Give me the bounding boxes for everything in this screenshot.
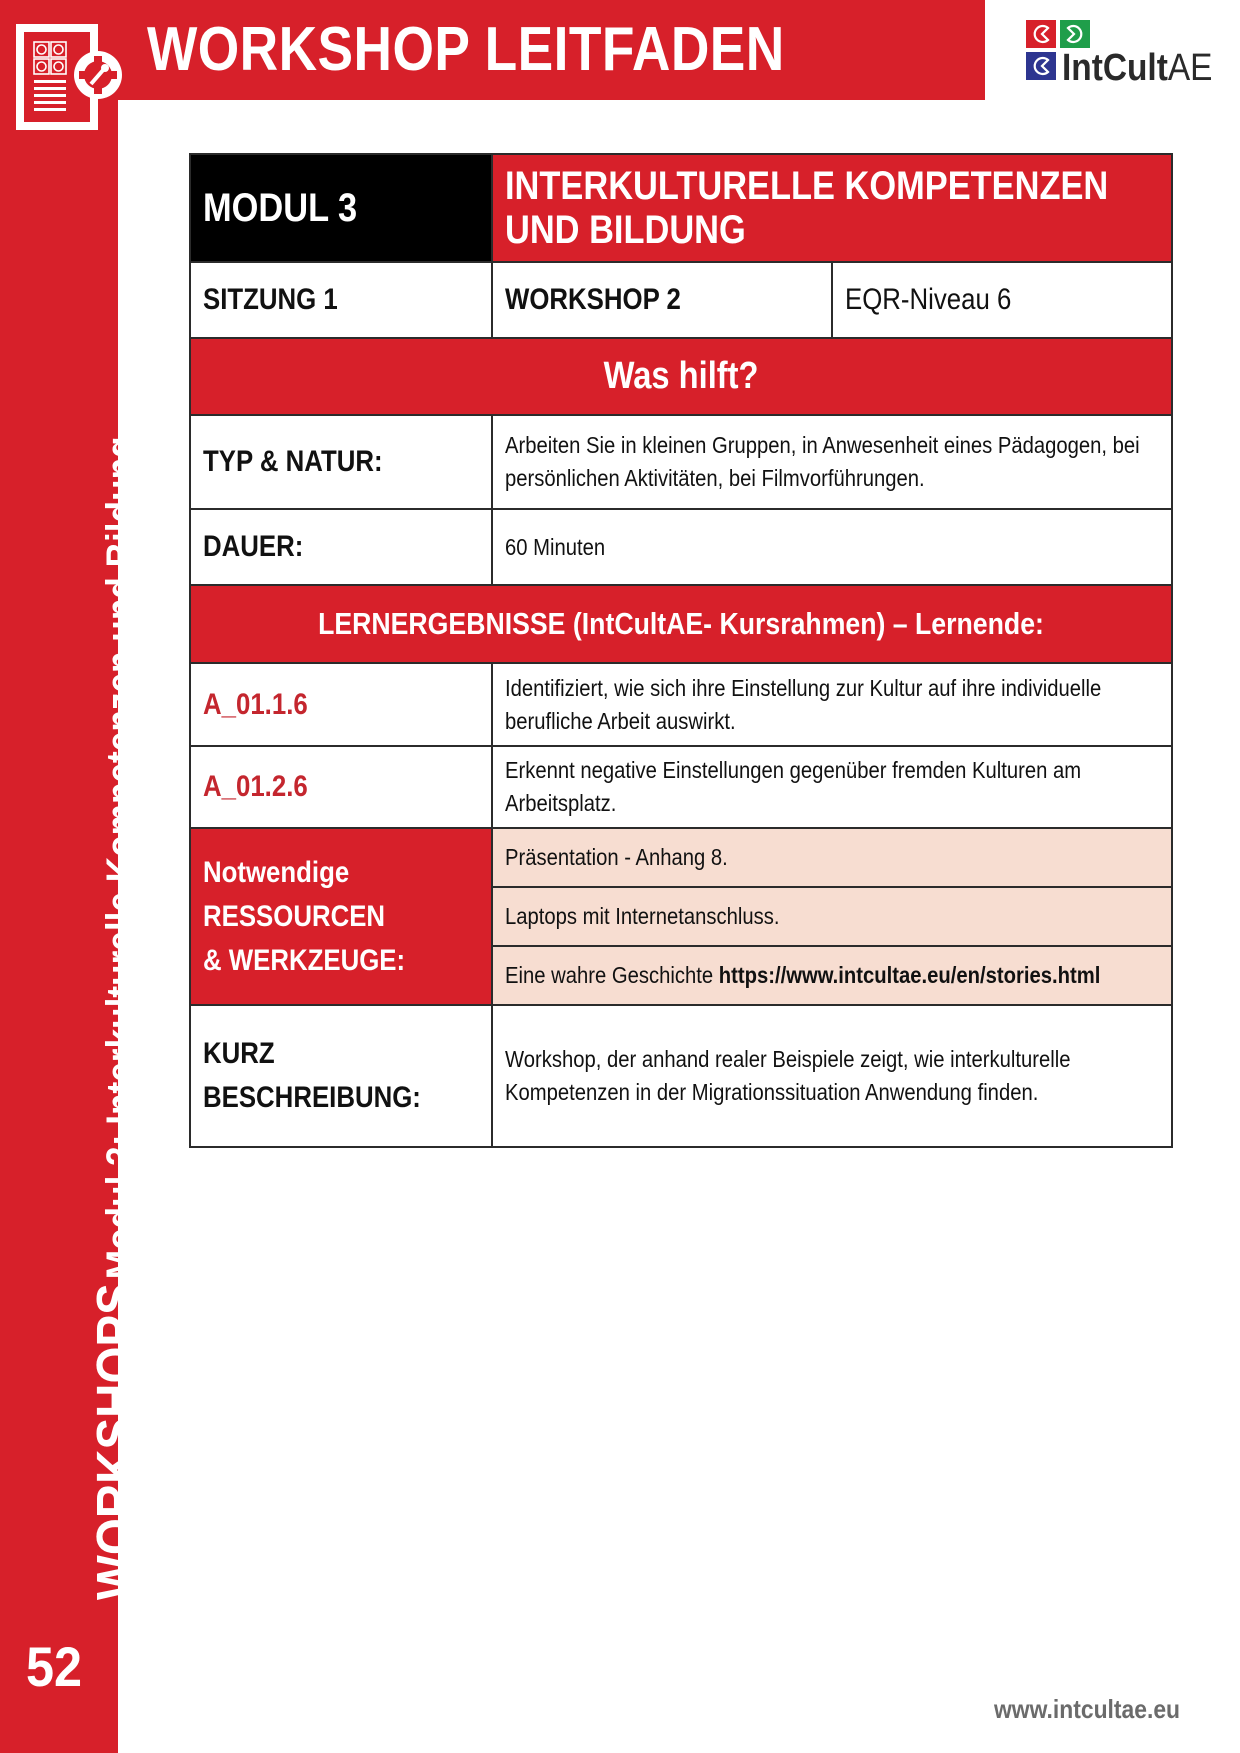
module-title-cell	[492, 154, 1172, 262]
outcomes-title-row	[190, 585, 1172, 663]
outcome-code: A_01.2.6	[203, 770, 308, 803]
outcome-text: Erkennt negative Einstellungen gegenüber fremden Kulturen am Arbeitsplatz.	[505, 757, 1082, 816]
resource-line	[505, 959, 1155, 992]
module-row	[190, 154, 1172, 262]
eqr-level: EQR-Niveau 6	[845, 283, 1012, 316]
sidebar-title-workshops: WORKSHOPS	[86, 1283, 146, 1600]
session-label: SITZUNG 1	[203, 283, 338, 316]
resources-label-line1: Notwendige	[203, 855, 350, 889]
resources-label-line3: & WERKZEUGE:	[203, 943, 406, 977]
logo-text-bold: IntCult	[1062, 47, 1168, 89]
resources-label-line2: RESSOURCEN	[203, 899, 386, 933]
session-cell	[190, 262, 492, 338]
duration-row	[190, 509, 1172, 585]
outcomes-title-cell	[190, 585, 1172, 663]
resource-item	[492, 828, 1172, 887]
outcome-text-cell	[492, 663, 1172, 746]
outcome-row	[190, 746, 1172, 828]
module-title-line2: UND BILDUNG	[505, 208, 746, 252]
duration-text: 60 Minuten	[505, 533, 606, 560]
duration-label-cell	[190, 509, 492, 585]
outcomes-title: LERNERGEBNISSE (IntCultAE- Kursrahmen) – Lernende:	[318, 606, 1044, 641]
page-header-title: WORKSHOP LEITFADEN	[147, 15, 785, 84]
sidebar-vertical-title	[86, 200, 146, 1600]
resources-label-cell	[190, 828, 492, 1005]
logo-text	[1062, 48, 1212, 88]
type-text: Arbeiten Sie in kleinen Gruppen, in Anwesenheit eines Pädagogen, bei persönlichen Aktivitäten, bei Filmvorführungen.	[505, 432, 1140, 491]
description-text: Workshop, der anhand realer Beispiele zeigt, wie interkulturelle Kompetenzen in der Migrationssituation Anwendung finden.	[505, 1046, 1071, 1105]
type-text-cell	[492, 415, 1172, 509]
module-title-line1: INTERKULTURELLE KOMPETENZEN	[505, 164, 1109, 208]
resource-item	[492, 946, 1172, 1005]
description-row	[190, 1005, 1172, 1147]
resource-text: Laptops mit Internetanschluss.	[505, 903, 780, 929]
workshop-cell	[492, 262, 832, 338]
outcome-text: Identifiziert, wie sich ihre Einstellung zur Kultur auf ihre individuelle berufliche Arbeit auswirkt.	[505, 674, 1102, 734]
module-label: MODUL 3	[203, 186, 358, 230]
footer-url[interactable]: www.intcultae.eu	[994, 1694, 1181, 1724]
sidebar-title-module: Modul 3: Interkulturelle Kompetenzen und Bildung	[99, 436, 143, 1280]
eqr-cell	[832, 262, 1172, 338]
duration-label: DAUER:	[203, 530, 304, 563]
module-label-cell	[190, 154, 492, 262]
description-text-cell	[492, 1005, 1172, 1147]
description-label-line1: KURZ	[203, 1037, 275, 1070]
type-row	[190, 415, 1172, 509]
workshop-label: WORKSHOP 2	[505, 283, 681, 316]
resource-text: Präsentation - Anhang 8.	[505, 844, 728, 870]
outcome-text-cell	[492, 746, 1172, 828]
type-label-cell	[190, 415, 492, 509]
outcome-code-cell	[190, 663, 492, 746]
description-label-line2: BESCHREIBUNG:	[203, 1081, 421, 1114]
stories-link[interactable]: https://www.intcultae.eu/en/stories.html	[718, 962, 1101, 988]
outcome-row	[190, 663, 1172, 746]
workshop-table	[189, 153, 1173, 1148]
resource-row	[190, 828, 1172, 887]
type-label: TYP & NATUR:	[203, 445, 383, 478]
duration-text-cell	[492, 509, 1172, 585]
resource-text: Eine wahre Geschichte	[505, 962, 719, 988]
logo-text-light: AE	[1167, 47, 1213, 89]
session-row	[190, 262, 1172, 338]
outcome-code-cell	[190, 746, 492, 828]
section-title-row	[190, 338, 1172, 415]
section-title-cell	[190, 338, 1172, 415]
page-number: 52	[26, 1635, 83, 1698]
outcome-code: A_01.1.6	[203, 687, 308, 721]
resource-item	[492, 887, 1172, 946]
description-label-cell	[190, 1005, 492, 1147]
document-gear-icon	[14, 22, 124, 134]
section-title: Was hilft?	[603, 355, 759, 397]
